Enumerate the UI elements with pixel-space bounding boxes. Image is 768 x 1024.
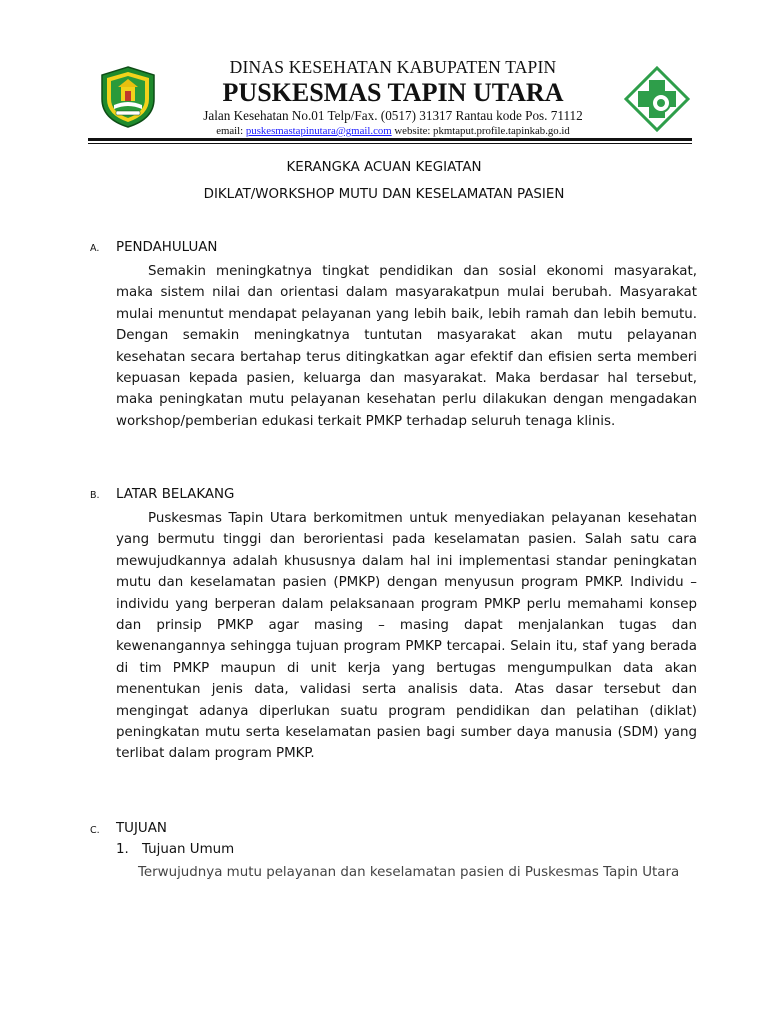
section-b-title: LATAR BELAKANG [116,487,235,502]
tapin-regency-emblem-icon [96,65,160,129]
doc-subtitle: DIKLAT/WORKSHOP MUTU DAN KESELAMATAN PASIEN [203,187,565,202]
letterhead-rule-thick [88,138,692,141]
puskesmas-green-cross-icon [624,66,690,132]
email-link[interactable]: puskesmastapinutara@gmail.com [245,125,392,137]
section-c-sub1-title: Tujuan Umum [142,842,235,857]
contact-line [160,124,626,138]
section-b-letter: B. [90,490,100,501]
puskesmas-name: PUSKESMAS TAPIN UTARA [222,78,564,107]
section-b-paragraph: Puskesmas Tapin Utara berkomitmen untuk menyediakan pelayanan kesehatan yang bermutu tinggi dan berorientasi pada keselamatan pasien. Salah satu cara mewujudkannya adalah khususnya dalam hal ini implementasi standar peningkatan mutu dan keselamatan pasien (PMKP) dengan menyusun program PMKP. Individu – individu yang berperan dalam pelaksanaan program PMKP perlu memahami konsep dan prinsip PMKP agar masing – masing dapat menjalankan tugas dan kewenangannya sehingga tujuan program PMKP tercapai. Selain itu, staf yang berada di tim PMKP maupun di unit kerja yang bertugas mengumpulkan data akan menentukan jenis data, validasi serta analisis data. Atas dasar tersebut dan mengingat adanya diperlukan suatu program pendidikan dan pelatihan (diklat) peningkatan mutu serta keselamatan pasien bagi sumber daya manusia (SDM) yang terlibat dalam program PMKP. [116,511,697,762]
section-a-paragraph: Semakin meningkatnya tingkat pendidikan dan sosial ekonomi masyarakat, maka sistem nilai dan orientasi dalam masyarakatpun mulai berubah. Masyarakat mulai menuntut mendapat pelayanan yang lebih baik, lebih ramah dan lebih bemutu. Dengan semakin meningkatnya tuntutan masyarakat akan mutu pelayanan kesehatan secara bertahap terus ditingkatkan agar efektif dan efisien serta memberi kepuasan kepada pasien, keluarga dan masyarakat. Maka berdasar hal tersebut, maka peningkatan mutu pelayanan kesehatan perlu dilakukan dengan mengadakan workshop/pemberian edukasi terkait PMKP terhadap seluruh tenaga klinis. [116,264,697,429]
section-c-title: TUJUAN [116,821,167,836]
letterhead [160,56,626,138]
address-line: Jalan Kesehatan No.01 Telp/Fax. (0517) 31317 Rantau kode Pos. 71112 [203,108,583,123]
section-a-title: PENDAHULUAN [116,240,218,255]
doc-title: KERANGKA ACUAN KEGIATAN [286,160,482,175]
agency-name: DINAS KESEHATAN KABUPATEN TAPIN [229,57,557,77]
section-c-sub1-number: 1. [116,842,129,857]
section-c-sub1-paragraph: Terwujudnya mutu pelayanan dan keselamatan pasien di Puskesmas Tapin Utara [138,865,680,880]
website-text: website: pkmtaput.profile.tapinkab.go.id [394,125,570,137]
section-a-letter: A. [90,243,100,254]
email-label: email: [216,125,244,137]
section-c-letter: C. [90,825,100,836]
letterhead-rule-thin [88,143,692,144]
